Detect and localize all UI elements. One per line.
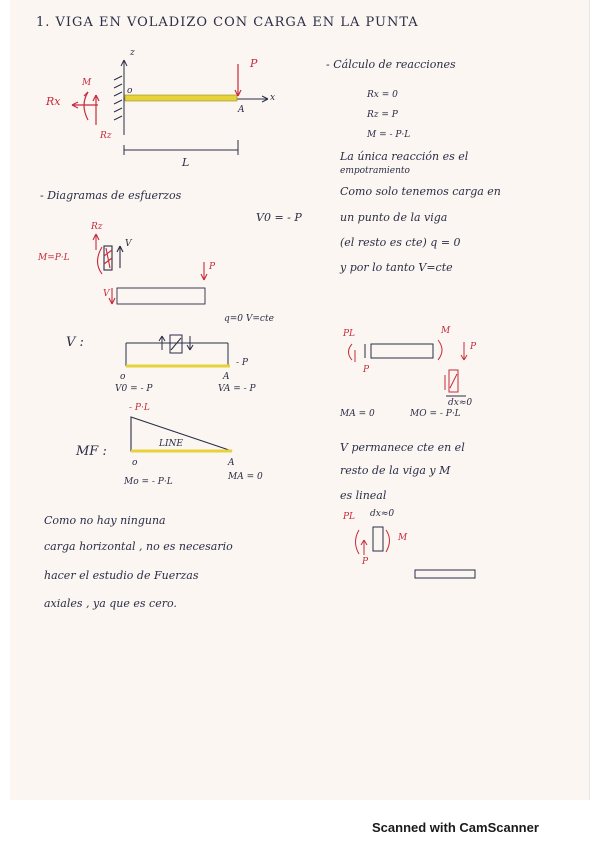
moment-m-label: M — [82, 78, 92, 88]
shear-diagram — [126, 335, 228, 366]
conclusion-line-3: hacer el estudio de Fuerzas — [44, 569, 199, 582]
reaction-eq-rx: Rx = 0 — [367, 90, 398, 100]
explanation-line-3: (el resto es cte) q = 0 — [340, 236, 461, 249]
rz-label: Rz — [100, 131, 112, 141]
fbd-element — [93, 234, 123, 274]
small-element — [356, 527, 476, 578]
length-label: L — [182, 156, 190, 169]
page-title: 1. VIGA EN VOLADIZO CON CARGA EN LA PUNTA — [36, 15, 419, 30]
reaction-note-1: La única reacción es el — [340, 150, 469, 163]
small-dx-label: dx≈0 — [370, 509, 395, 519]
diagrams-heading: - Diagramas de esfuerzos — [40, 189, 182, 202]
fbd-moment-label: M=P·L — [38, 253, 70, 263]
shear-right-value: - P — [236, 358, 248, 368]
z-axis-label: z — [130, 48, 135, 58]
load-p-label: P — [250, 57, 258, 70]
reaction-note-2: empotramiento — [340, 166, 410, 176]
shear-label: V : — [66, 335, 84, 350]
shear-va: VA = - P — [218, 384, 256, 394]
ma-equation: MA = 0 — [340, 409, 375, 419]
mo-equation: MO = - P·L — [410, 409, 461, 419]
moment-mo: Mo = - P·L — [124, 477, 173, 487]
v0-equation: V0 = - P — [256, 211, 302, 224]
rx-label: Rx — [46, 95, 61, 108]
shear-a-label: A — [223, 372, 230, 382]
x-axis-label: x — [270, 93, 276, 103]
v-note-line-1: V permanece cte en el — [340, 441, 465, 454]
explanation-line-4: y por lo tanto V=cte — [340, 261, 453, 274]
scanner-watermark: Scanned with CamScanner — [372, 820, 539, 835]
end-pl-label: PL — [343, 329, 356, 339]
reaction-eq-m: M = - P·L — [367, 130, 411, 140]
moment-line-mark: LINE — [159, 439, 183, 449]
v-note-line-2: resto de la viga y M — [340, 464, 451, 477]
moment-o-label: o — [132, 458, 138, 468]
small-pl-label: PL — [343, 512, 356, 522]
moment-label: MF : — [76, 444, 107, 459]
beam-outline-fig2 — [117, 288, 205, 304]
q-note: q=0 V=cte — [224, 314, 274, 324]
fbd-rz-label: Rz — [91, 222, 103, 232]
conclusion-line-4: axiales , ya que es cero. — [44, 597, 177, 610]
moment-ma: MA = 0 — [228, 472, 263, 482]
fig2-arrows — [109, 262, 207, 304]
v-note-line-3: es lineal — [340, 489, 387, 502]
reaction-arrows — [72, 92, 99, 125]
reaction-eq-rz: Rz = P — [367, 110, 398, 120]
fbd-p-label: P — [209, 262, 216, 272]
reactions-heading: - Cálculo de reacciones — [326, 58, 456, 71]
end-m-label: M — [441, 326, 451, 336]
explanation-line-2: un punto de la viga — [340, 211, 448, 224]
explanation-line-1: Como solo tenemos carga en — [340, 185, 501, 198]
beam-fig1 — [125, 95, 237, 101]
origin-label: o — [127, 86, 133, 96]
fbd-v-label: V — [125, 239, 132, 249]
moment-a-label: A — [228, 458, 235, 468]
load-arrow-p — [235, 64, 241, 96]
point-a-label: A — [238, 105, 245, 115]
end-p-left-label: P — [363, 365, 370, 375]
fbd-v2-label: V — [103, 289, 110, 299]
shear-o-label: o — [120, 372, 126, 382]
conclusion-line-1: Como no hay ninguna — [44, 514, 166, 527]
small-m-label: M — [398, 533, 408, 543]
conclusion-line-2: carga horizontal , no es necesario — [44, 540, 233, 553]
shear-v0: V0 = - P — [115, 384, 153, 394]
end-dx-label: dx≈0 — [448, 398, 473, 408]
small-p-label: P — [362, 557, 369, 567]
end-p-right-label: P — [470, 342, 477, 352]
moment-top-value: - P·L — [129, 403, 150, 413]
